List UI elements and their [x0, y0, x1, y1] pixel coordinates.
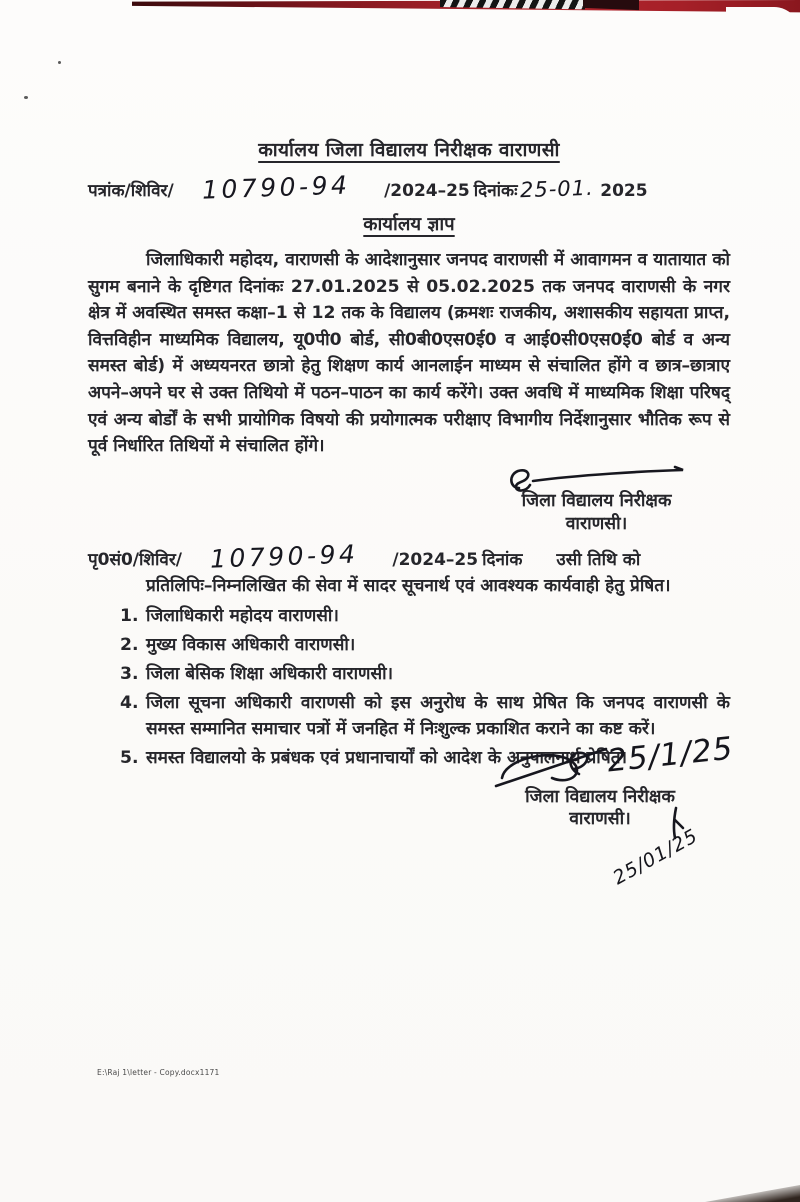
memo-heading-text: कार्यालय ज्ञाप	[363, 214, 455, 235]
page-title	[88, 136, 730, 162]
signatory-place: वाराणसी।	[569, 809, 631, 830]
ref1-label: पत्रांक/शिविर/	[88, 181, 174, 201]
handwritten-date-large: 25/1/25	[605, 730, 736, 780]
ref2-date-label: दिनांक	[482, 549, 523, 570]
ref2-session: /2024–25	[392, 549, 479, 570]
ref1-session: /2024–25	[384, 181, 470, 201]
list-item-number: 4.	[120, 692, 139, 713]
photo-corner-shadow	[705, 1185, 800, 1202]
list-item-number: 1.	[120, 605, 139, 626]
list-item	[88, 603, 730, 629]
ref2-handwritten-number: 10790-94	[209, 539, 359, 574]
ref1-date-label: दिनांकः	[473, 181, 518, 201]
ref2-date-text: उसी तिथि को	[556, 549, 641, 570]
signature-block-1	[479, 462, 714, 536]
signatory-designation: जिला विद्यालय निरीक्षक	[525, 786, 675, 807]
list-item-number: 5.	[120, 747, 139, 768]
list-item	[88, 632, 730, 658]
reference-line-1	[88, 170, 730, 205]
list-item-text: समस्त विद्यालयो के प्रबंधक एवं प्रधानाचार्यों को आदेश के अनुपालनार्थ प्रेषित।	[146, 747, 628, 768]
signatory-place: वाराणसी।	[565, 513, 628, 534]
list-item-text: जिला बेसिक शिक्षा अधिकारी वाराणसी।	[146, 663, 394, 684]
reference-line-2	[88, 539, 730, 574]
ref1-handwritten-number: 10790-94	[201, 170, 351, 205]
list-item	[88, 690, 730, 742]
list-item-number: 3.	[120, 663, 139, 684]
ref1-handwritten-date: 25-01.	[519, 175, 594, 203]
signature-block-2	[470, 730, 736, 890]
list-item-text: जिला सूचना अधिकारी वाराणसी को इस अनुरोध के साथ प्रेषित कि जनपद वाराणसी के समस्त सम्मानित समाचार पत्रों में जनहित में निःशुल्क प्रकाशित कराने का कष्ट करें।	[146, 692, 730, 739]
list-item-text: जिलाधिकारी महोदय वाराणसी।	[146, 605, 339, 626]
signatory-designation: जिला विद्यालय निरीक्षक	[521, 490, 672, 511]
ref1-year: 2025	[600, 181, 648, 201]
list-item-number: 2.	[120, 634, 139, 655]
memo-heading	[88, 211, 730, 236]
handwritten-date-small: 25/01/25	[609, 825, 702, 890]
copy-note: प्रतिलिपिः–निम्नलिखित की सेवा में सादर सूचनार्थ एवं आवश्यक कार्यवाही हेतु प्रेषित।	[146, 575, 671, 596]
ref2-label: पृ0सं0/शिविर/	[88, 549, 182, 570]
list-item	[88, 661, 730, 687]
body-paragraph: जिलाधिकारी महोदय, वाराणसी के आदेशानुसार जनपद वाराणसी में आवागमन व यातायात को सुगम बनाने के दृष्टिगत दिनांकः 27.01.2025 से 05.02.2025 तक जनपद वाराणसी के नगर क्षेत्र में अवस्थित समस्त कक्षा–1 से 12 तक के विद्यालय (क्रमशः राजकीय, अशासकीय सहायता प्राप्त, वित्तविहीन माध्यमिक विद्यालय, यू0पी0 बोर्ड, सी0बी0एस0ई0 व आई0सी0एस0ई0 बोर्ड व अन्य समस्त बोर्ड) में अध्ययनरत छात्रो हेतु शिक्षण कार्य आनलाईन माध्यम से संचालित होंगे व छात्र–छात्राए अपने–अपने घर से उक्त तिथियो में पठन–पाठन का कार्य करेंगे। उक्त अवधि में माध्यमिक शिक्षा परिषद् एवं अन्य बोर्डों के सभी प्रायोगिक विषयो की प्रयोगात्मक परीक्षाए विभागीय निर्देशानुसार भौतिक रूप से पूर्व निर्धारित तिथियों मे संचालित होंगे।	[88, 250, 730, 457]
file-path-footer: E:\Raj 1\letter - Copy.docx1171	[97, 1068, 220, 1077]
signature-scrawl-icon	[488, 744, 613, 790]
office-title-text: कार्यालय जिला विद्यालय निरीक्षक वाराणसी	[258, 139, 560, 161]
list-item-text: मुख्य विकास अधिकारी वाराणसी।	[146, 634, 356, 655]
